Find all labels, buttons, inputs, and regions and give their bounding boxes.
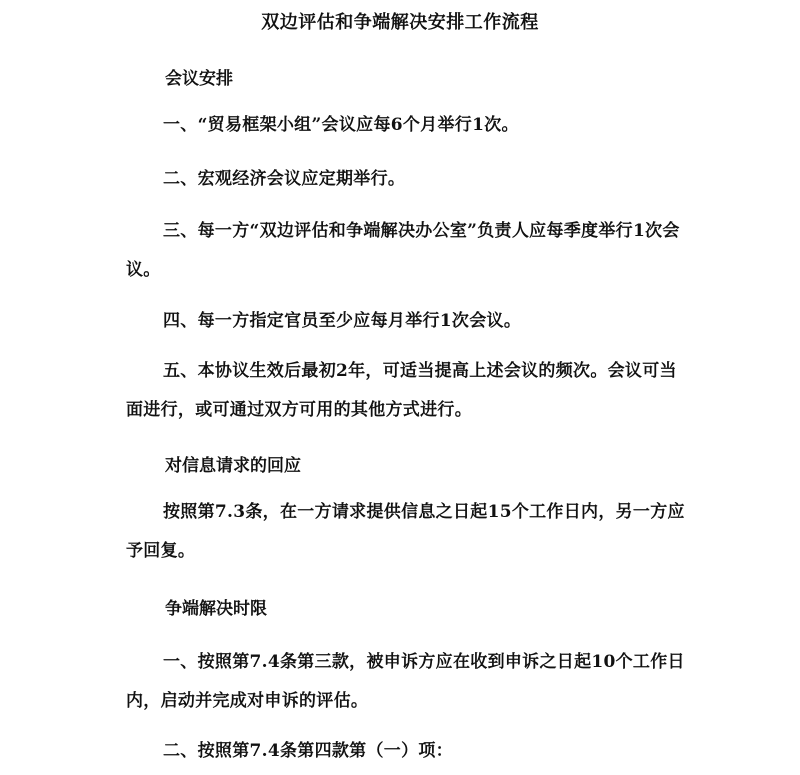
paragraph-dispute-2: 二、按照第7.4条第四款第（一）项： [163,741,453,761]
paragraph-dispute-1: 一、按照第7.4条第三款，被申诉方应在收到申诉之日起10个工作日内，启动并完成对申诉的评估。 [126,652,685,711]
paragraph-meeting-5: 五、本协议生效后最初2年，可适当提高上述会议的频次。会议可当面进行，或可通过双方可用的其他方式进行。 [126,361,677,420]
paragraph-meeting-4: 四、每一方指定官员至少应每月举行1次会议。 [163,311,522,331]
paragraph-info-request: 按照第7.3条，在一方请求提供信息之日起15个工作日内，另一方应予回复。 [126,502,685,561]
section-heading-info-requests: 对信息请求的回应 [165,456,301,476]
paragraph-meeting-3: 三、每一方“双边评估和争端解决办公室”负责人应每季度举行1次会议。 [126,221,680,280]
paragraph-meeting-2: 二、宏观经济会议应定期举行。 [163,169,406,189]
section-heading-dispute-deadlines: 争端解决时限 [165,599,267,619]
document-title: 双边评估和争端解决安排工作流程 [261,12,539,33]
paragraph-meeting-1: 一、“贸易框架小组”会议应每6个月举行1次。 [163,115,519,135]
section-heading-meetings: 会议安排 [165,69,233,89]
